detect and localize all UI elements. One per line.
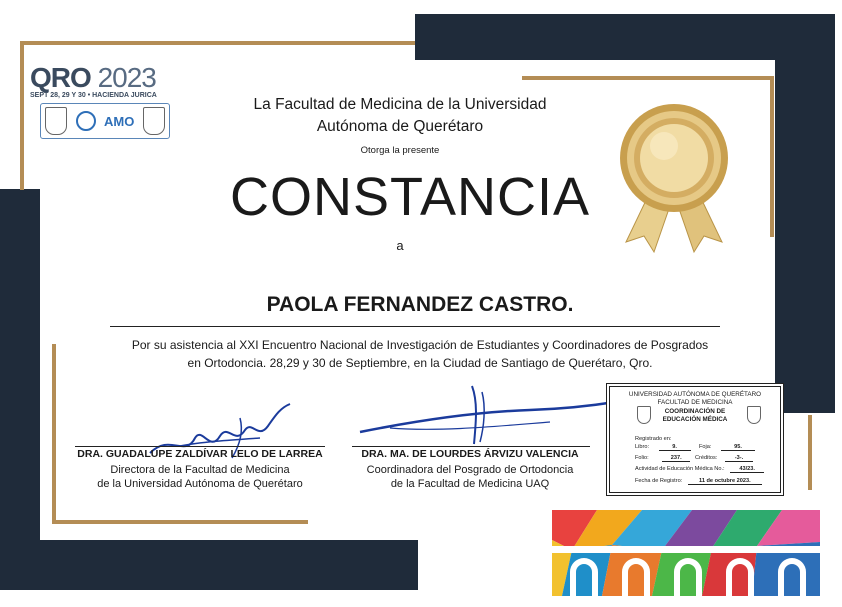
description-line-2: en Ortodoncia. 28,29 y 30 de Septiembre, en la Ciudad de Santiago de Querétaro, Qro.	[187, 356, 653, 370]
signatory-2	[340, 448, 600, 490]
date-value: 11 de octubre 2023.	[688, 478, 762, 485]
folio-label: Folio:	[635, 455, 649, 461]
institution-line-2: Autónoma de Querétaro	[316, 118, 484, 135]
description-line-1: Por su asistencia al XXI Encuentro Nacional de Investigación de Estudiantes y Coordinadores de Posgrados	[131, 338, 709, 352]
signatory-2-role-2: de la Facultad de Medicina UAQ	[390, 478, 550, 490]
gold-seal-icon	[612, 100, 737, 255]
activity-value: 43/23.	[730, 466, 764, 473]
recipient-name: PAOLA FERNANDEZ CASTRO.	[266, 293, 574, 316]
signatory-1-role-1: Directora de la Facultad de Medicina	[110, 464, 290, 476]
gold-frame-inner-top	[522, 76, 774, 80]
signature-2-line	[352, 446, 590, 447]
signature-2-image	[350, 382, 620, 452]
date-row	[635, 478, 762, 485]
gold-frame-bottom-left	[52, 344, 56, 524]
navy-panel-bottom-strip	[0, 540, 418, 590]
signatory-1	[60, 448, 340, 490]
creditos-value: -3-.	[725, 455, 753, 462]
attendance-description	[80, 336, 760, 372]
event-logo	[30, 62, 180, 99]
libro-label: Libro:	[635, 444, 649, 450]
registration-office-2: EDUCACIÓN MÉDICA	[662, 416, 728, 423]
foja-row	[699, 444, 755, 451]
registered-in-label: Registrado en:	[635, 436, 672, 442]
gold-frame-inner-right	[770, 76, 774, 237]
institution-line-1: La Facultad de Medicina de la Universidad	[253, 96, 547, 113]
signatory-2-role-1: Coordinadora del Posgrado de Ortodoncia	[366, 464, 574, 476]
institution-heading	[200, 94, 600, 138]
certificate-title: CONSTANCIA	[229, 167, 591, 227]
colorful-arches-decoration	[552, 510, 820, 596]
registration-faculty: FACULTAD DE MEDICINA	[657, 399, 733, 406]
foja-value: 95.	[721, 444, 755, 451]
gold-frame-top	[20, 41, 415, 45]
folio-value: 237.	[662, 455, 690, 462]
activity-label: Actividad de Educación Médica No.:	[635, 466, 725, 472]
libro-row	[635, 444, 691, 451]
amo-logo: AMO	[104, 113, 135, 129]
libro-value: 9.	[659, 444, 691, 451]
university-crest-icon	[45, 107, 67, 135]
folio-row	[635, 455, 690, 462]
grants-text: Otorga la presente	[360, 145, 440, 156]
activity-row	[635, 466, 764, 473]
gold-frame-bottom	[52, 520, 308, 524]
registration-office-1: COORDINACIÓN DE	[664, 408, 726, 415]
signatory-1-name: DRA. GUADALUPE ZALDÍVAR LELO DE LARREA	[77, 448, 323, 460]
globe-icon	[76, 111, 96, 131]
foja-label: Foja:	[699, 444, 712, 450]
sponsor-logo-strip	[40, 103, 170, 139]
gold-frame-left	[20, 41, 24, 190]
event-brand: QRO	[30, 62, 91, 93]
navy-panel-bottom-left	[0, 189, 40, 589]
signature-1-line	[75, 446, 325, 447]
recipient-divider	[110, 326, 720, 327]
gold-frame-right-lower	[808, 415, 812, 490]
signatory-1-role-2: de la Universidad Autónoma de Querétaro	[97, 478, 303, 490]
to-text: a	[396, 238, 404, 253]
registration-university: UNIVERSIDAD AUTÓNOMA DE QUERÉTARO	[628, 391, 762, 398]
date-label: Fecha de Registro:	[635, 478, 683, 484]
creditos-row	[695, 455, 753, 462]
event-dates: SEPT 28, 29 Y 30 • HACIENDA JURICA	[30, 92, 157, 99]
event-year: 2023	[97, 62, 156, 93]
faculty-crest-icon	[143, 107, 165, 135]
creditos-label: Créditos:	[695, 455, 718, 461]
registration-stamp	[606, 383, 784, 496]
signatory-2-name: DRA. MA. DE LOURDES ÁRVIZU VALENCIA	[361, 448, 579, 460]
